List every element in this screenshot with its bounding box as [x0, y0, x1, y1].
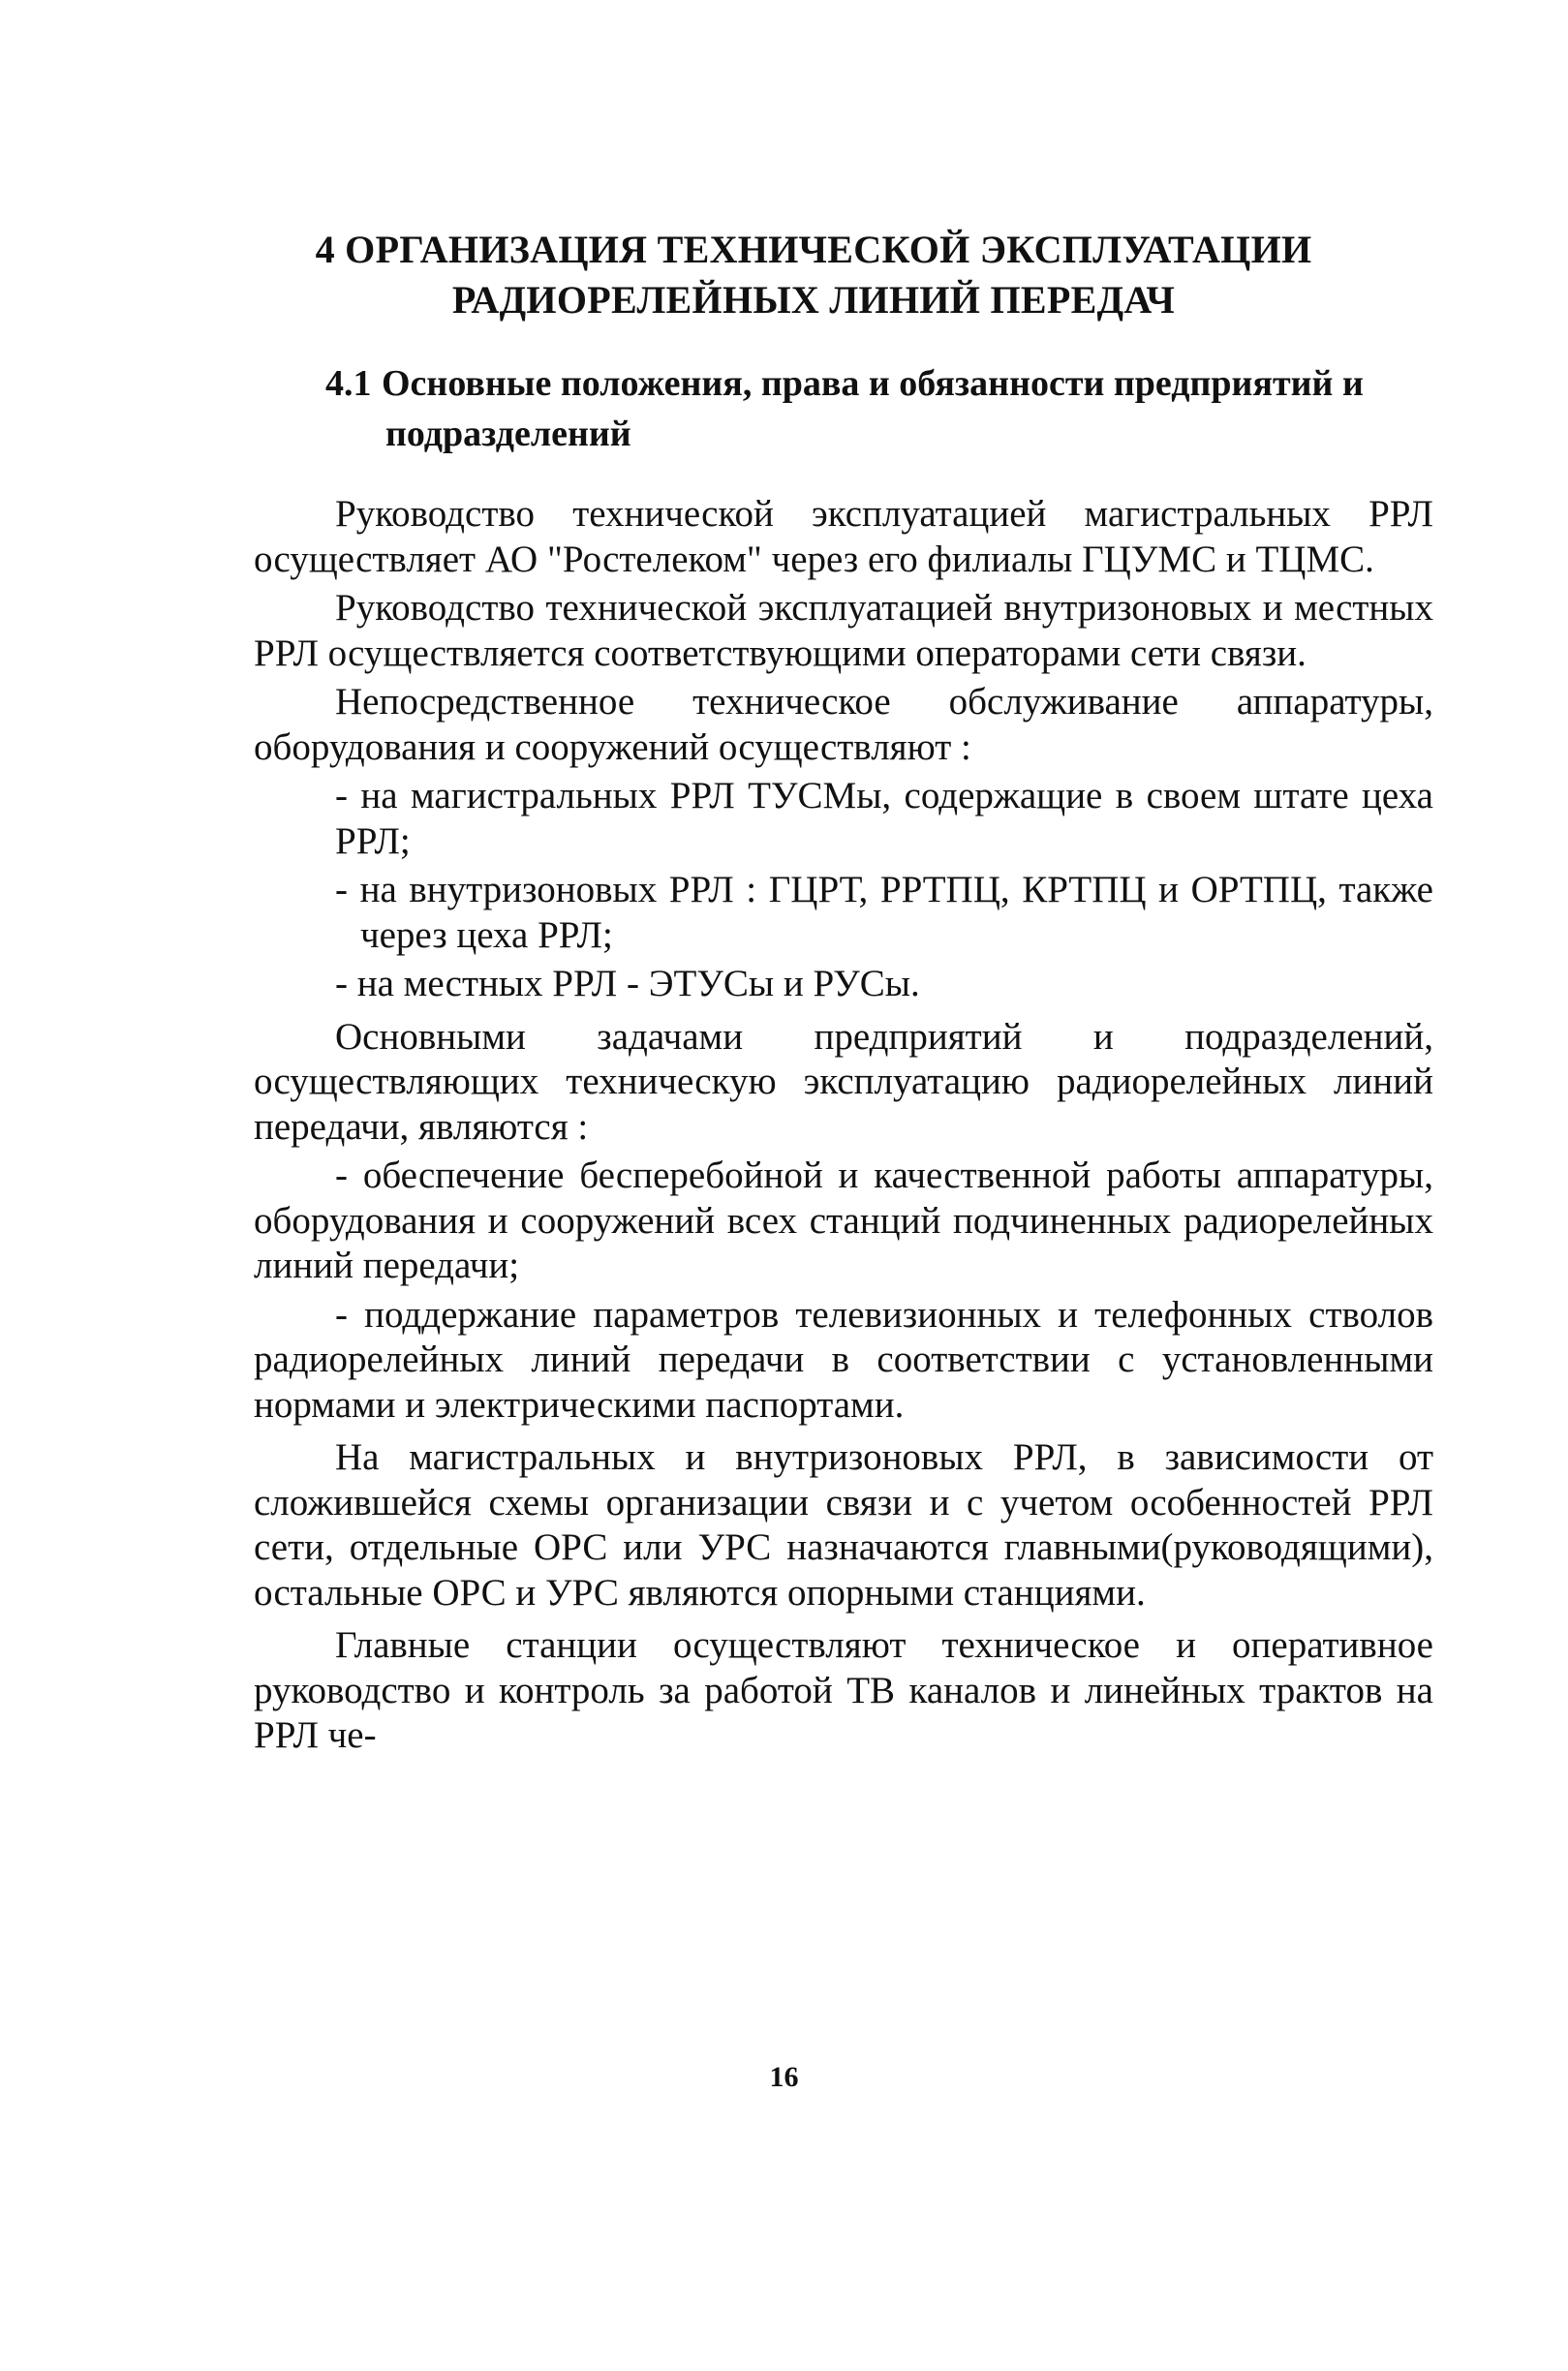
page-number: 16 [769, 2061, 799, 2093]
list-item-zonal: - на внутризоновых РРЛ : ГЦРТ, РРТПЦ, КРТПЦ и ОРТПЦ, также через цеха РРЛ; [335, 869, 1433, 956]
paragraph-stations: На магистральных и внутризоновых РРЛ, в зависимости от сложившейся схемы организации связи и с учетом особенностей РРЛ сети, отдельные ОРС или УРС назначаются главными(руководящими), остальные ОРС и УРС являются опорными станциями. [254, 1436, 1433, 1614]
list-item-task-parameters: - поддержание параметров телевизионных и телефонных стволов радиорелейных линий передачи в соответствии с установленными нормами и электрическими паспортами. [254, 1293, 1433, 1426]
paragraph-main-stations: Главные станции осуществляют техническое и оперативное руководство и контроль за работой ТВ каналов и линейных трактов на РРЛ че- [254, 1624, 1433, 1756]
chapter-title [242, 225, 1385, 325]
list-item-local: - на местных РРЛ - ЭТУСы и РУСы. [335, 963, 920, 1004]
section-number: 4.1 [325, 363, 372, 404]
section-title-line-1: Основные положения, права и обязанности предприятий и [382, 363, 1364, 404]
body-text [254, 492, 1433, 1759]
paragraph-maintenance: Непосредственное техническое обслуживание аппаратуры, оборудования и сооружений осуществляют : [254, 681, 1433, 768]
list-item-task-reliability: - обеспечение бесперебойной и качественной работы аппаратуры, оборудования и сооружений всех станций подчиненных радиорелейных линий передачи; [254, 1155, 1433, 1286]
list-item-trunk: - на магистральных РРЛ ТУСМы, содержащие в своем штате цеха РРЛ; [335, 775, 1433, 862]
section-title-line-2: подразделений [385, 414, 631, 454]
section-heading [325, 358, 1439, 459]
chapter-title-line-1: 4 ОРГАНИЗАЦИЯ ТЕХНИЧЕСКОЙ ЭКСПЛУАТАЦИИ [315, 228, 1312, 271]
paragraph-management-zonal: Руководство технической эксплуатацией внутризоновых и местных РРЛ осуществляется соответствующими операторами сети связи. [254, 587, 1433, 674]
paragraph-tasks-intro: Основными задачами предприятий и подразделений, осуществляющих техническую эксплуатацию радиорелейных линий передачи, являются : [254, 1015, 1433, 1148]
chapter-title-line-2: РАДИОРЕЛЕЙНЫХ ЛИНИЙ ПЕРЕДАЧ [451, 278, 1176, 322]
paragraph-management-trunk: Руководство технической эксплуатацией магистральных РРЛ осуществляет АО "Ростелеком" через его филиалы ГЦУМС и ТЦМС. [254, 493, 1433, 580]
